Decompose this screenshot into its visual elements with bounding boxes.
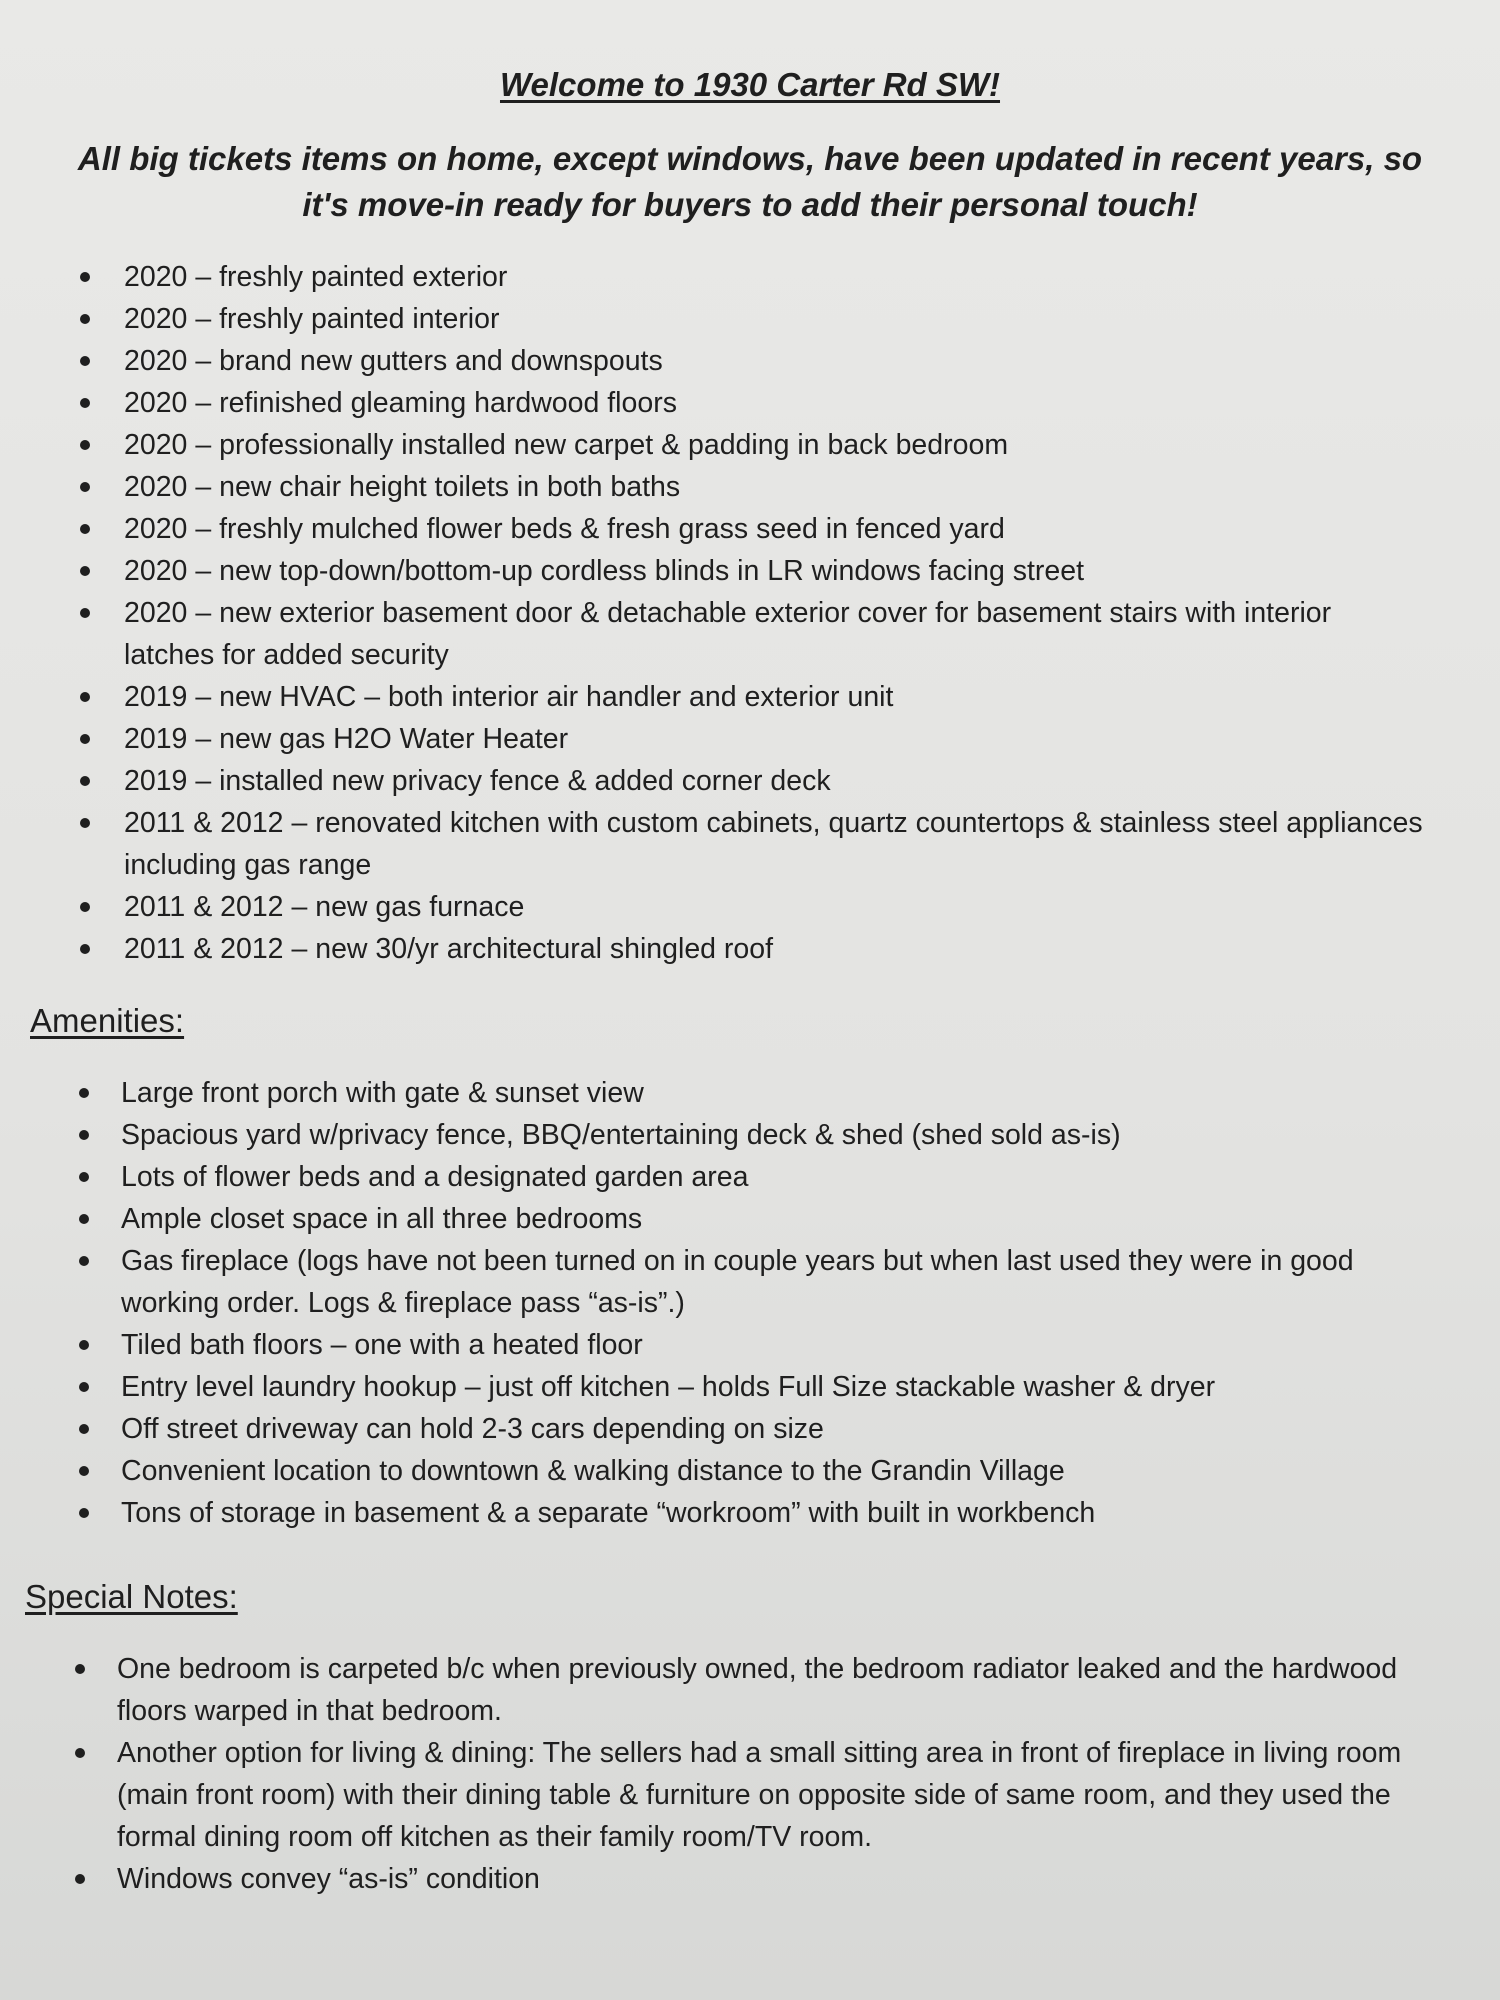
amenity-text: Entry level laundry hookup – just off kitchen – holds Full Size stackable washer & dryer xyxy=(121,1371,1216,1403)
amenity-item xyxy=(121,1198,1421,1240)
update-text: 2020 – professionally installed new carpet & padding in back bedroom xyxy=(124,429,1009,461)
special-notes-heading: Special Notes: xyxy=(25,1578,238,1615)
update-text: 2020 – refinished gleaming hardwood floors xyxy=(124,387,677,419)
update-text: 2019 – new gas H2O Water Heater xyxy=(124,723,569,755)
amenity-item xyxy=(121,1240,1421,1324)
updates-list xyxy=(124,256,1424,970)
update-item xyxy=(124,340,1424,382)
update-item xyxy=(124,760,1424,802)
update-text: 2019 – installed new privacy fence & added corner deck xyxy=(124,765,831,797)
bullet-icon xyxy=(75,1748,85,1758)
bullet-icon xyxy=(80,566,90,576)
note-text: Another option for living & dining: The sellers had a small sitting area in front of fireplace in living room (main front room) with their dining table & furniture on opposite side of same room, and they used the formal dining room off kitchen as their family room/TV room. xyxy=(117,1737,1402,1853)
note-text: One bedroom is carpeted b/c when previously owned, the bedroom radiator leaked and the hardwood floors warped in that bedroom. xyxy=(117,1653,1398,1727)
update-text: 2020 – freshly painted interior xyxy=(124,303,500,335)
bullet-icon xyxy=(79,1424,89,1434)
update-item xyxy=(124,886,1424,928)
update-text: 2020 – new top-down/bottom-up cordless blinds in LR windows facing street xyxy=(124,555,1085,587)
update-text: 2011 & 2012 – new 30/yr architectural shingled roof xyxy=(124,933,774,965)
note-item xyxy=(117,1732,1447,1858)
note-item xyxy=(117,1858,1447,1900)
update-item xyxy=(124,382,1424,424)
update-item xyxy=(124,424,1424,466)
bullet-icon xyxy=(75,1664,85,1674)
amenity-item xyxy=(121,1156,1421,1198)
amenity-item xyxy=(121,1408,1421,1450)
amenity-text: Ample closet space in all three bedrooms xyxy=(121,1203,643,1235)
bullet-icon xyxy=(79,1508,89,1518)
bullet-icon xyxy=(80,608,90,618)
update-item xyxy=(124,676,1424,718)
update-text: 2011 & 2012 – renovated kitchen with custom cabinets, quartz countertops & stainless steel appliances including gas range xyxy=(124,807,1423,881)
amenities-list xyxy=(121,1072,1421,1534)
bullet-icon xyxy=(79,1088,89,1098)
amenity-item xyxy=(121,1324,1421,1366)
update-item xyxy=(124,928,1424,970)
update-text: 2020 – new exterior basement door & detachable exterior cover for basement stairs with interior latches for added security xyxy=(124,597,1332,671)
amenity-text: Spacious yard w/privacy fence, BBQ/entertaining deck & shed (shed sold as-is) xyxy=(121,1119,1121,1151)
bullet-icon xyxy=(79,1130,89,1140)
update-item xyxy=(124,718,1424,760)
bullet-icon xyxy=(79,1382,89,1392)
bullet-icon xyxy=(79,1466,89,1476)
special-notes-list xyxy=(117,1648,1447,1900)
update-item xyxy=(124,592,1424,676)
bullet-icon xyxy=(80,398,90,408)
update-text: 2020 – freshly painted exterior xyxy=(124,261,508,293)
amenity-text: Tons of storage in basement & a separate “workroom” with built in workbench xyxy=(121,1497,1096,1529)
update-item xyxy=(124,256,1424,298)
bullet-icon xyxy=(79,1256,89,1266)
bullet-icon xyxy=(80,692,90,702)
update-text: 2019 – new HVAC – both interior air handler and exterior unit xyxy=(124,681,894,713)
amenity-text: Gas fireplace (logs have not been turned on in couple years but when last used they were in good working order. Logs & fireplace pass “as-is”.) xyxy=(121,1245,1354,1319)
amenity-item xyxy=(121,1366,1421,1408)
bullet-icon xyxy=(80,440,90,450)
note-text: Windows convey “as-is” condition xyxy=(117,1863,540,1895)
bullet-icon xyxy=(80,734,90,744)
bullet-icon xyxy=(80,818,90,828)
amenity-text: Convenient location to downtown & walking distance to the Grandin Village xyxy=(121,1455,1065,1487)
bullet-icon xyxy=(80,272,90,282)
amenity-item xyxy=(121,1450,1421,1492)
amenity-text: Tiled bath floors – one with a heated floor xyxy=(121,1329,643,1361)
bullet-icon xyxy=(79,1214,89,1224)
update-item xyxy=(124,550,1424,592)
amenities-heading: Amenities: xyxy=(30,1002,185,1039)
bullet-icon xyxy=(75,1874,85,1884)
update-text: 2020 – brand new gutters and downspouts xyxy=(124,345,663,377)
amenity-item xyxy=(121,1072,1421,1114)
bullet-icon xyxy=(80,944,90,954)
bullet-icon xyxy=(80,482,90,492)
update-item xyxy=(124,466,1424,508)
bullet-icon xyxy=(80,356,90,366)
update-text: 2020 – new chair height toilets in both baths xyxy=(124,471,681,503)
page-title: Welcome to 1930 Carter Rd SW! xyxy=(499,66,1001,103)
update-item xyxy=(124,802,1424,886)
amenity-item xyxy=(121,1492,1421,1534)
note-item xyxy=(117,1648,1447,1732)
update-item xyxy=(124,508,1424,550)
bullet-icon xyxy=(79,1172,89,1182)
update-item xyxy=(124,298,1424,340)
bullet-icon xyxy=(80,314,90,324)
bullet-icon xyxy=(80,902,90,912)
bullet-icon xyxy=(80,524,90,534)
amenity-item xyxy=(121,1114,1421,1156)
update-text: 2011 & 2012 – new gas furnace xyxy=(124,891,525,923)
update-text: 2020 – freshly mulched flower beds & fresh grass seed in fenced yard xyxy=(124,513,1005,545)
bullet-icon xyxy=(79,1340,89,1350)
amenity-text: Lots of flower beds and a designated garden area xyxy=(121,1161,749,1193)
page-subtitle: All big tickets items on home, except windows, have been updated in recent years, so it's move-in ready for buyers to add their personal touch! xyxy=(77,140,1423,223)
bullet-icon xyxy=(80,776,90,786)
amenity-text: Off street driveway can hold 2-3 cars depending on size xyxy=(121,1413,824,1445)
amenity-text: Large front porch with gate & sunset view xyxy=(121,1077,644,1109)
